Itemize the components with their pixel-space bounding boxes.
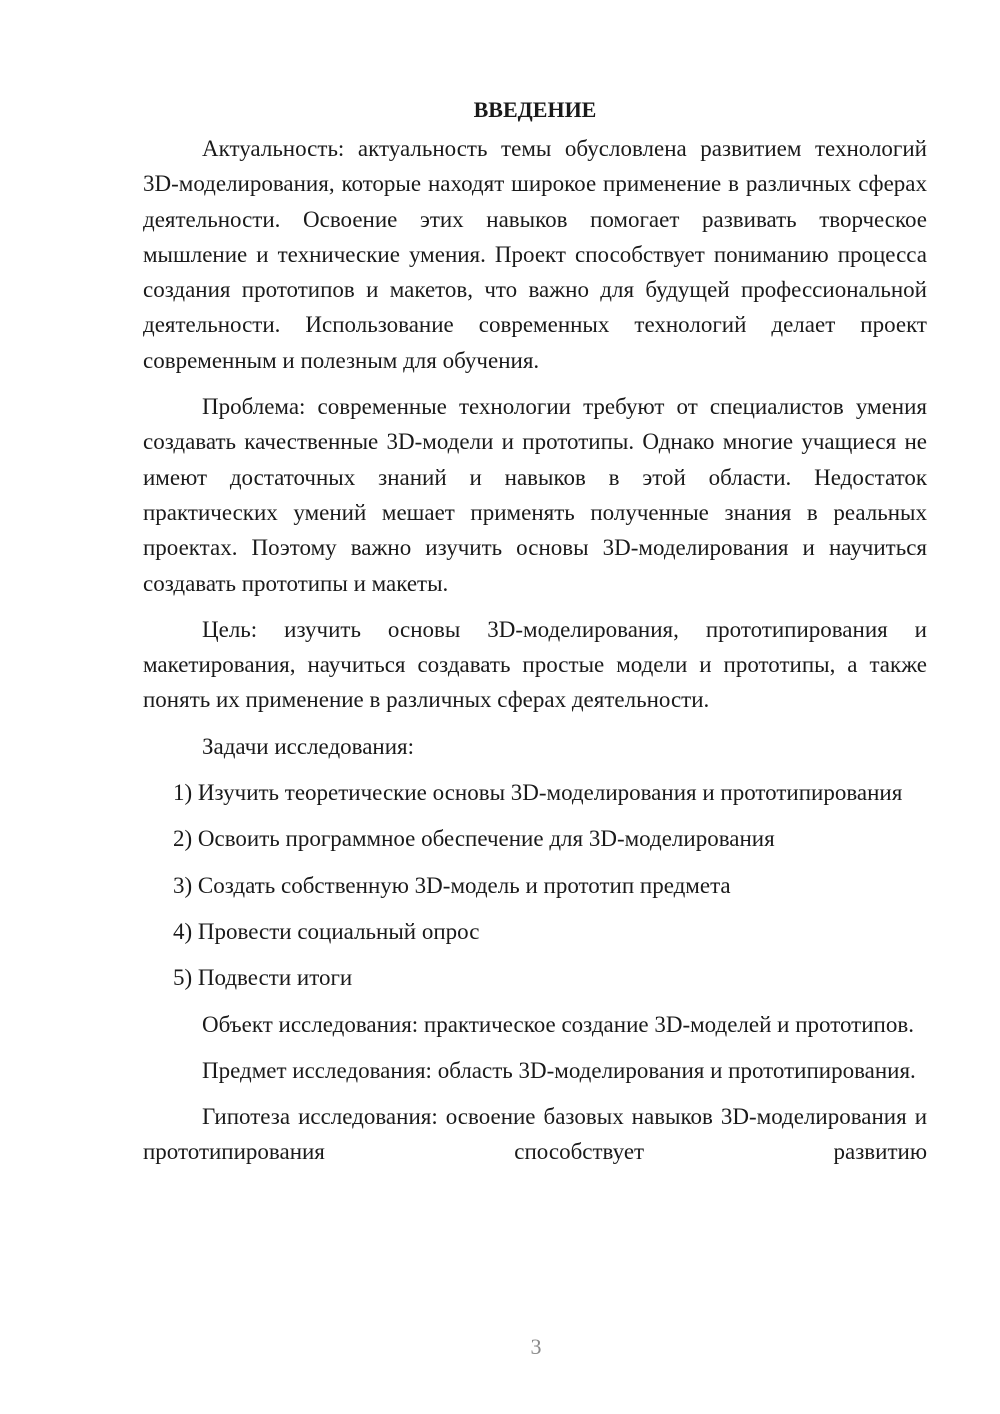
- task-item-1: 1) Изучить теоретические основы 3D-моделирования и прототипирования: [173, 780, 903, 806]
- task-item-4: 4) Провести социальный опрос: [173, 918, 480, 944]
- task-item-5: 5) Подвести итоги: [173, 965, 353, 991]
- hypothesis-paragraph: Гипотеза исследования: освоение базовых навыков 3D-моделирования и прототипирования способствует развитию: [143, 1104, 927, 1165]
- problem-paragraph: Проблема: современные технологии требуют от специалистов умения создавать качественные 3D-модели и прототипы. Однако многие учащиеся не имеют достаточных знаний и навыков в этой области. Недостаток практических умений мешает применять полученные знания в реальных проектах. Поэтому важно изучить основы 3D-моделирования и научиться создавать прототипы и макеты.: [143, 394, 927, 596]
- tasks-title: Задачи исследования:: [202, 733, 415, 759]
- goal-paragraph: Цель: изучить основы 3D-моделирования, прототипирования и макетирования, научиться создавать простые модели и прототипы, а также понять их применение в различных сферах деятельности.: [143, 616, 927, 713]
- section-heading: ВВЕДЕНИЕ: [473, 97, 597, 122]
- subject-paragraph: Предмет исследования: область 3D-моделирования и прототипирования.: [202, 1057, 916, 1083]
- object-paragraph: Объект исследования: практическое создание 3D-моделей и прототипов.: [202, 1011, 914, 1037]
- page-content: [143, 92, 927, 1181]
- task-item-2: 2) Освоить программное обеспечение для 3D-моделирования: [173, 826, 775, 852]
- relevance-paragraph: Актуальность: актуальность темы обусловлена развитием технологий 3D-моделирования, которые находят широкое применение в различных сферах деятельности. Освоение этих навыков помогает развивать творческое мышление и технические умения. Проект способствует пониманию процесса создания прототипов и макетов, что важно для будущей профессиональной деятельности. Использование современных технологий делает проект современным и полезным для обучения.: [143, 136, 927, 373]
- task-item-3: 3) Создать собственную 3D-модель и прототип предмета: [173, 872, 731, 898]
- page-number: 3: [530, 1334, 542, 1359]
